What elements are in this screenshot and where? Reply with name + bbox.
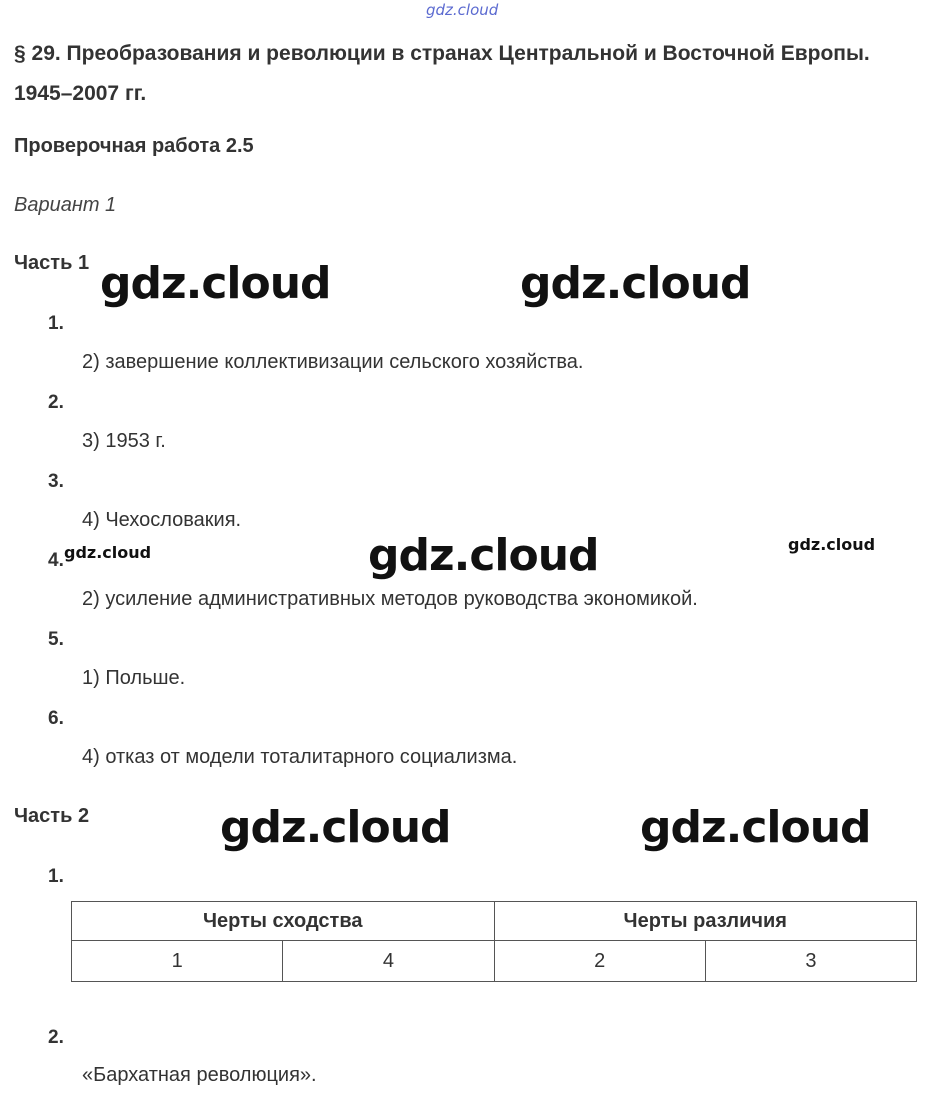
question-number: 4. [48,550,64,571]
answer-text: «Бархатная революция». [82,1064,317,1086]
question-number: 2. [48,1027,64,1048]
answer-text: 4) отказ от модели тоталитарного социализма. [82,746,518,768]
watermark: gdz.cloud [640,802,871,853]
watermark: gdz.cloud [220,802,451,853]
test-title: Проверочная работа 2.5 [14,135,254,157]
page-title: § 29. Преобразования и революции в странах Центральной и Восточной Европы. 1945–2007 гг. [14,42,870,105]
table-header-similarities: Черты сходства [72,902,495,941]
table-header-differences: Черты различия [494,902,917,941]
question-number: 1. [48,866,64,887]
watermark: gdz.cloud [100,258,331,309]
answer-table [71,901,917,982]
question-number: 5. [48,629,64,650]
variant-label: Вариант 1 [14,194,117,216]
question-number: 1. [48,313,64,334]
table-cell: 2 [494,941,705,982]
answer-text: 2) завершение коллективизации сельского хозяйства. [82,351,584,373]
answer-text: 4) Чехословакия. [82,509,242,531]
table-cell: 1 [72,941,283,982]
question-number: 2. [48,392,64,413]
answer-text: 2) усиление административных методов руководства экономикой. [82,588,698,610]
question-number: 6. [48,708,64,729]
watermark-small: gdz.cloud [64,543,152,562]
watermark-top: gdz.cloud [426,1,499,19]
part2-label: Часть 2 [14,805,90,827]
part1-label: Часть 1 [14,252,90,274]
watermark: gdz.cloud [368,530,599,581]
answer-text: 1) Польше. [82,667,186,689]
table-cell: 4 [283,941,494,982]
watermark: gdz.cloud [520,258,751,309]
question-number: 3. [48,471,64,492]
table-row [72,941,917,982]
table-cell: 3 [705,941,916,982]
answer-text: 3) 1953 г. [82,430,166,452]
watermark-small: gdz.cloud [788,535,876,554]
